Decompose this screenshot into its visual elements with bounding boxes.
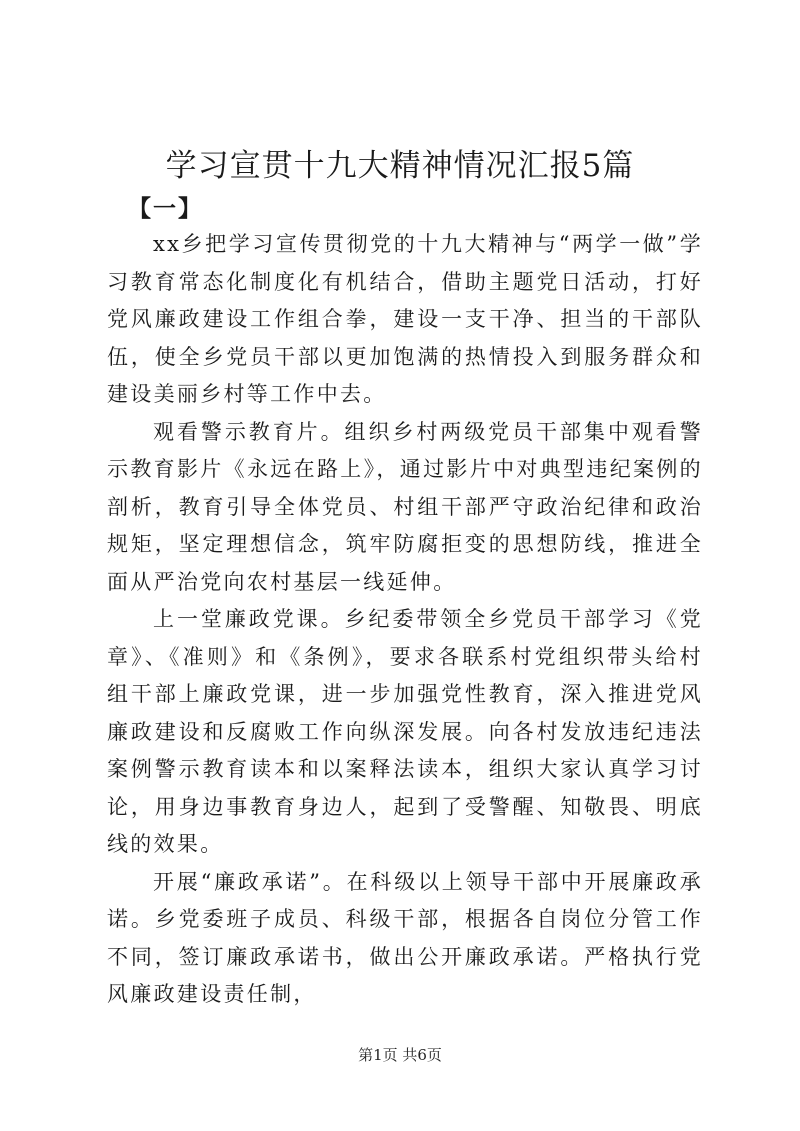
paragraph: 开展“廉政承诺”。在科级以上领导干部中开展廉政承诺。乡党委班子成员、科级干部，根据各自岗位分管工作不同，签订廉政承诺书，做出公开廉政承诺。严格执行党风廉政建设责任制， bbox=[107, 869, 703, 1006]
page-footer: 第1页 共6页 bbox=[358, 1046, 442, 1064]
paragraph: xx乡把学习宣传贯彻党的十九大精神与“两学一做”学习教育常态化制度化有机结合，借助主题党日活动，打好党风廉政建设工作组合拳，建设一支干净、担当的干部队伍，使全乡党员干部以更加饱满的热情投入到服务群众和建设美丽乡村等工作中去。 bbox=[107, 232, 703, 406]
section-label: 【一】 bbox=[128, 195, 203, 222]
paragraph: 上一堂廉政党课。乡纪委带领全乡党员干部学习《党章》、《准则》和《条例》，要求各联系村党组织带头给村组干部上廉政党课，进一步加强党性教育，深入推进党风廉政建设和反腐败工作向纵深发展。向各村发放违纪违法案例警示教育读本和以案释法读本，组织大家认真学习讨论，用身边事教育身边人，起到了受警醒、知敬畏、明底线的效果。 bbox=[107, 607, 703, 856]
document-body bbox=[107, 226, 703, 1014]
document-title: 学习宣贯十九大精神情况汇报5篇 bbox=[165, 148, 635, 184]
paragraph: 观看警示教育片。组织乡村两级党员干部集中观看警示教育影片《永远在路上》，通过影片中对典型违纪案例的剖析，教育引导全体党员、村组干部严守政治纪律和政治规矩，坚定理想信念，筑牢防腐拒变的思想防线，推进全面从严治党向农村基层一线延伸。 bbox=[107, 419, 703, 594]
